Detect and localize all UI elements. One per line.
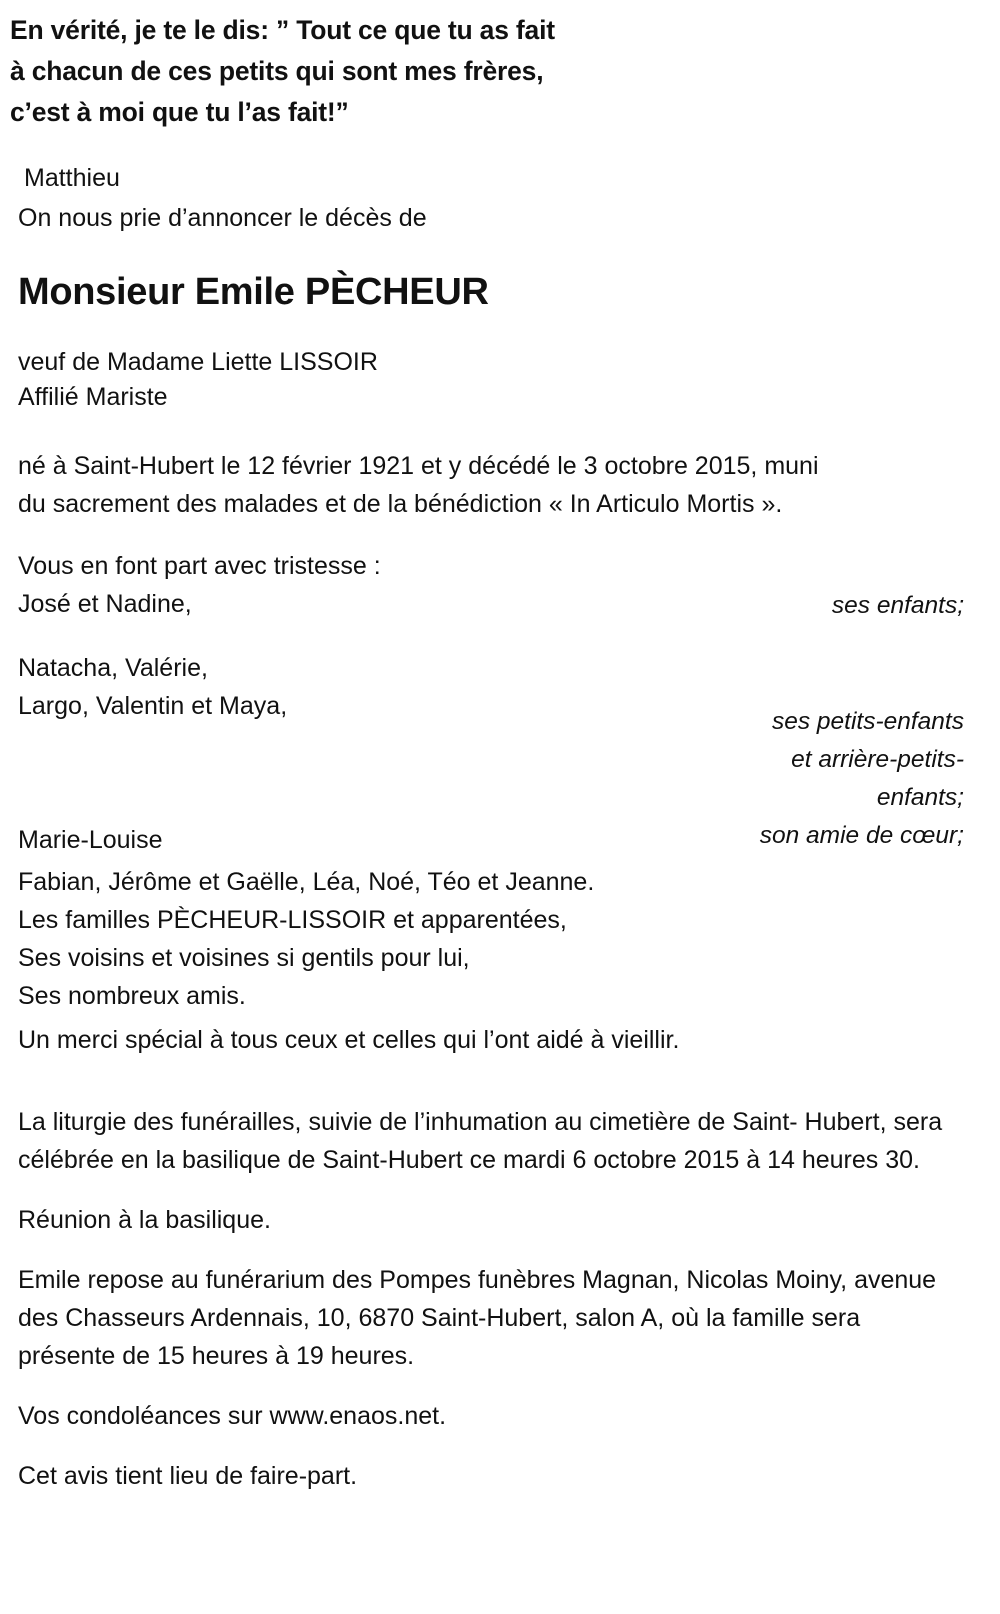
- scripture-attribution: Matthieu: [24, 164, 120, 192]
- deceased-details: [18, 345, 964, 415]
- gathering-paragraph: Réunion à la basilique.: [18, 1206, 271, 1234]
- service-details: [18, 1103, 964, 1495]
- liturgy-line: La liturgie des funérailles, suivie de l’inhumation au cimetière de Saint-: [18, 1108, 798, 1136]
- funerarium-line: où la famille sera présente de 15 heures à 19 heures.: [18, 1304, 861, 1370]
- deceased-name: Monsieur Emile PÈCHEUR: [18, 271, 489, 313]
- liturgy-line: Hubert, sera célébrée en la basilique de Saint-Hubert ce mardi 6 octobre: [18, 1108, 943, 1174]
- companion-name: Marie-Louise: [18, 826, 163, 854]
- relationship-label-line: ses petits-enfants: [771, 708, 964, 735]
- affiliation-line: Affilié Mariste: [18, 383, 168, 411]
- relationship-label-children: ses enfants;: [831, 592, 964, 619]
- lifespan-line: du sacrement des malades et de la bénédiction « In Articulo Mortis ».: [18, 490, 783, 518]
- survivors-intro: Vous en font part avec tristesse :: [18, 552, 381, 580]
- children-names: José et Nadine,: [18, 590, 192, 618]
- funerarium-line: Emile repose au funérarium des Pompes funèbres Magnan, Nicolas: [18, 1266, 769, 1294]
- relationship-label-line: enfants;: [876, 784, 964, 811]
- funerarium-line: Moiny, avenue des Chasseurs Ardennais, 10, 6870 Saint-Hubert, salon A,: [18, 1266, 937, 1332]
- announcement-lead: On nous prie d’annoncer le décès de: [18, 204, 427, 232]
- liturgy-paragraph: [18, 1103, 964, 1179]
- grandchildren-names: Natacha, Valérie,: [18, 654, 208, 682]
- survivor-names-column: [18, 547, 618, 859]
- liturgy-line: 2015 à 14 heures 30.: [683, 1146, 920, 1174]
- relationship-label-line: et arrière-petits-: [791, 746, 964, 773]
- scripture-epigraph: [10, 10, 964, 133]
- lifespan-line: né à Saint-Hubert le 12 février 1921 et y décédé le 3 octobre 2015, muni: [18, 452, 819, 480]
- relationship-label-grandchildren: [544, 703, 964, 817]
- extended-family-line: Ses nombreux amis.: [18, 982, 246, 1010]
- extended-family-list: [18, 863, 964, 1015]
- survivors-section: [18, 547, 964, 859]
- epigraph-line: c’est à moi que tu l’as fait!”: [10, 97, 349, 127]
- spacer: [18, 623, 618, 649]
- funerarium-paragraph: [18, 1261, 964, 1375]
- lifespan-block: [18, 447, 964, 523]
- epigraph-line: à chacun de ces petits qui sont mes frères,: [10, 56, 544, 86]
- thanks-line: Un merci spécial à tous ceux et celles qui l’ont aidé à vieillir.: [18, 1026, 680, 1054]
- epigraph-line: En vérité, je te le dis: ” Tout ce que tu as fait: [10, 15, 555, 45]
- extended-family-line: Les familles PÈCHEUR-LISSOIR et apparentées,: [18, 906, 567, 934]
- condolences-paragraph: Vos condoléances sur www.enaos.net.: [18, 1402, 447, 1430]
- spacer: [18, 725, 618, 821]
- relationship-label-companion: son amie de cœur;: [759, 822, 964, 849]
- extended-family-line: Fabian, Jérôme et Gaëlle, Léa, Noé, Téo et Jeanne.: [18, 868, 595, 896]
- extended-family-line: Ses voisins et voisines si gentils pour lui,: [18, 944, 470, 972]
- spouse-line: veuf de Madame Liette LISSOIR: [18, 348, 378, 376]
- faire-part-notice: Cet avis tient lieu de faire-part.: [18, 1462, 358, 1490]
- grandchildren-names: Largo, Valentin et Maya,: [18, 692, 288, 720]
